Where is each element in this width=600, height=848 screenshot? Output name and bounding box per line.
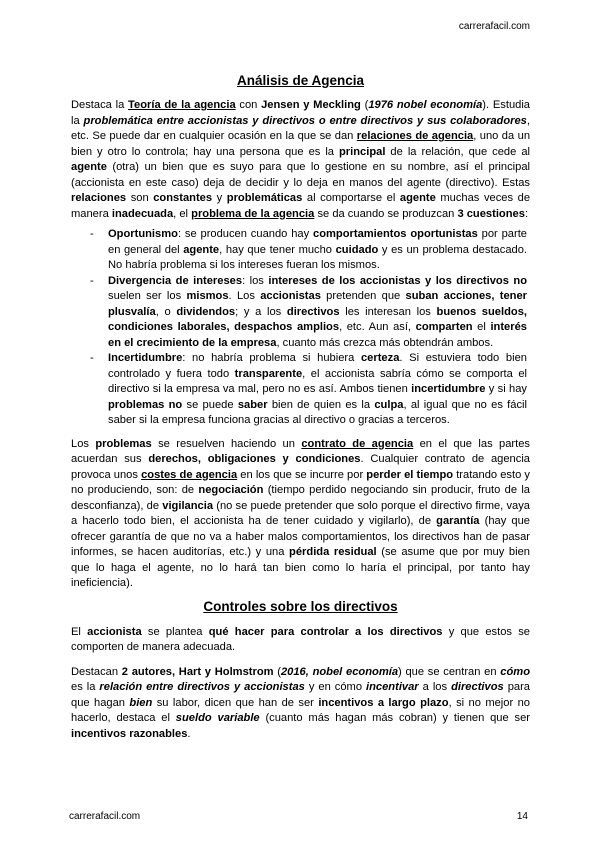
paragraph: [71, 437, 530, 592]
text-run: , o: [155, 305, 177, 318]
text-run: y que estos se comporten de manera adecuada.: [71, 625, 530, 653]
text-run: se da cuando se produzcan: [314, 207, 458, 220]
text-run: intereses de los accionistas y los directivos no: [268, 274, 527, 287]
text-run: Divergencia de intereses: [108, 274, 243, 287]
text-run: directivos: [286, 305, 340, 318]
text-run: suban acciones, tener plusvalía: [108, 290, 527, 318]
text-run: cómo: [500, 665, 530, 678]
text-run: (: [273, 665, 281, 678]
text-run: principal: [339, 145, 386, 158]
text-run: se resuelven haciendo un: [151, 437, 302, 450]
text-run: Incertidumbre: [108, 352, 183, 364]
text-run: , etc. Se puede dar en cualquier ocasión en la que se dan: [71, 114, 530, 142]
text-run: 3 cuestiones: [457, 207, 525, 220]
text-run: , el accionista sabría cómo se comporta el directivo si la empresa va mal, pero no es así. Ambos tienen: [108, 367, 527, 395]
text-run: pretenden que: [320, 290, 406, 302]
page-number: 14: [516, 811, 528, 822]
text-run: 1976 nobel economía: [368, 99, 483, 111]
text-run: Jensen y Meckling: [261, 99, 361, 111]
text-run: El: [71, 625, 88, 638]
section-title-agency: Análisis de Agencia: [236, 73, 365, 88]
text-run: agente: [183, 243, 220, 256]
text-run: (tiempo perdido negociando sin producir, fruto de la desconfianza), de: [71, 484, 530, 512]
text-run: por parte en general del: [108, 228, 528, 256]
text-run: incentivar: [366, 681, 419, 693]
text-run: problemáticas: [226, 192, 303, 204]
footer-site: carrerafacil.com: [69, 811, 141, 822]
text-run: comportamientos oportunistas: [313, 228, 478, 240]
text-run: y: [212, 192, 227, 204]
text-run: y en cómo: [304, 681, 367, 693]
text-run: (cuanto más hagan más cobran) y tienen que ser: [259, 712, 530, 724]
text-run: se plantea: [141, 625, 209, 638]
text-run: (se asume que por muy bien que lo haga el agente, no lo hará tan bien como lo haría el principal, por tanto hay ineficiencia).: [71, 546, 530, 589]
text-run: constantes: [153, 192, 213, 204]
text-run: (: [360, 99, 369, 111]
text-run: garantía: [436, 515, 480, 527]
text-run: dividendos: [176, 305, 236, 318]
text-run: mismos: [186, 290, 229, 302]
text-run: suelen ser los: [108, 290, 187, 302]
text-run: a los: [418, 681, 452, 693]
text-run: , al igual que no es fácil saber si la empresa funciona gracias al directivo o gracias a terceros.: [108, 398, 527, 426]
text-run: , el: [173, 207, 192, 220]
text-run: incentivos razonables: [71, 727, 188, 740]
text-run: de la relación, que cede al: [385, 145, 530, 158]
text-run: . Cualquier contrato de agencia provoca unos: [71, 453, 530, 481]
text-run: es la: [71, 681, 100, 693]
text-run: problemas: [95, 437, 152, 450]
paragraph: [71, 665, 530, 743]
text-run: comparten: [415, 321, 473, 333]
text-run: accionista: [87, 625, 142, 638]
text-run: , si no mejor no hacerlo, destaca el: [71, 696, 530, 724]
text-run: ; y a los: [235, 305, 287, 318]
text-run: su labor, dicen que han de ser: [152, 696, 319, 709]
text-run: problemas no: [108, 398, 183, 411]
text-run: . Si estuviera todo bien controlado y fuera todo: [108, 352, 527, 380]
text-run: accionistas: [260, 290, 321, 302]
text-run: para que hagan: [71, 681, 530, 709]
bullet-list: [71, 227, 530, 429]
text-run: costes de agencia: [141, 468, 238, 481]
text-run: relaciones: [71, 192, 127, 204]
text-run: bien de quien es la: [267, 398, 375, 411]
text-run: pérdida residual: [289, 546, 377, 558]
text-run: , etc. Aun así,: [339, 321, 416, 333]
text-run: ) que se centran en: [398, 665, 501, 678]
text-run: . Los: [228, 290, 261, 302]
text-run: (no se puede pretender que solo porque el directivo firme, vaya a hacerlo todo bien, el accionista ha de tener cuidado y vigilarlo), de: [71, 499, 530, 527]
text-run: incentivos a largo plazo: [318, 696, 449, 709]
text-run: sueldo variable: [175, 712, 260, 724]
paragraph: [71, 98, 530, 222]
text-run: cuidado: [335, 243, 379, 256]
text-run: y es un problema destacado. No habría problema si los intereses fueran los mismos.: [108, 243, 527, 271]
text-run: les interesan los: [339, 305, 437, 318]
text-run: el: [472, 321, 491, 333]
header-site: carrerafacil.com: [458, 21, 530, 32]
text-run: Los: [71, 437, 96, 450]
text-run: culpa: [374, 398, 404, 411]
page-content: [71, 72, 530, 742]
text-run: bien: [129, 696, 153, 709]
text-run: inadecuada: [111, 207, 174, 220]
text-run: : no habría problema si hubiera: [182, 352, 361, 364]
text-run: relación entre directivos y accionistas: [99, 681, 305, 693]
text-run: (otra) un bien que es suyo para que lo gestione en su nombre, así el principal (accionista en este caso) deja de decidir y lo deja en manos del agente (directivo). Estas: [71, 161, 530, 189]
text-run: interés en el crecimiento de la empresa: [108, 321, 527, 349]
text-run: agente: [71, 161, 107, 173]
text-run: , hay que tener mucho: [219, 243, 336, 256]
text-run: buenos sueldos, condiciones laborales, despachos amplios: [108, 305, 528, 333]
text-run: y si hay: [485, 383, 527, 395]
text-run: Oportunismo: [108, 228, 178, 240]
text-run: Teoría de la agencia: [128, 99, 236, 111]
text-run: muchas veces de manera: [71, 192, 531, 220]
text-run: Destaca la: [71, 99, 129, 111]
text-run: relaciones de agencia: [356, 130, 474, 142]
text-run: en los que se incurre por: [237, 468, 367, 481]
text-run: directivos: [451, 681, 504, 693]
text-run: negociación: [198, 484, 264, 496]
text-run: : los: [242, 274, 269, 287]
text-run: ). Estudia la: [71, 99, 531, 127]
text-run: , uno da un bien y otro lo controla; hay una persona que es la: [71, 130, 531, 158]
section-title-controls: Controles sobre los directivos: [203, 598, 398, 614]
paragraph: [71, 625, 530, 656]
text-run: saber: [237, 398, 268, 411]
text-run: vigilancia: [162, 499, 214, 512]
bullet-item-incertidumbre: - Incertidumbre: no habría problema si hubiera certeza. Si estuviera todo bien controlado y fuera todo transparente, el accionista sabría cómo se comporta el directivo si la empresa va mal, pero no es así. Ambos tienen incertidumbre y si hay problemas no se puede saber bien de quien es la culpa, al igual que no es fácil saber si la empresa funciona gracias al directivo o gracias a terceros.: [90, 352, 527, 426]
text-run: .: [187, 727, 191, 740]
text-run: perder el tiempo: [366, 468, 454, 481]
text-run: 2016, nobel economía: [280, 665, 399, 678]
text-run: se puede: [182, 398, 238, 411]
text-run: agente: [399, 192, 436, 204]
text-run: problema de la agencia: [191, 207, 315, 220]
text-run: al comportarse el: [302, 192, 400, 204]
text-run: son: [126, 192, 154, 204]
text-run: con: [235, 99, 262, 111]
text-run: tratando esto y no produciendo, son: de: [71, 468, 530, 496]
text-run: contrato de agencia: [301, 437, 414, 450]
text-run: en el que las partes acuerdan sus: [71, 437, 530, 465]
bullet-item-oportunismo: - Oportunismo: se producen cuando hay comportamientos oportunistas por parte en general del agente, hay que tener mucho cuidado y es un problema destacado. No habría problema si los intereses fueran los mismos.: [90, 228, 528, 271]
text-run: certeza: [360, 352, 400, 364]
text-run: transparente: [234, 367, 303, 380]
text-run: qué hacer para controlar a los directivos: [208, 625, 443, 638]
text-run: :: [524, 207, 529, 220]
text-run: 2 autores, Hart y Holmstrom: [121, 665, 274, 678]
text-run: , cuanto más crezca más obtendrán ambos.: [276, 336, 494, 349]
text-run: derechos, obligaciones y condiciones: [148, 453, 361, 465]
text-run: (hay que ofrecer garantía de que no va a haber malos comportamientos, los directivos han de pasar informes, se hacen auditorías, etc.) y una: [71, 515, 530, 558]
bullet-item-divergencia: - Divergencia de intereses: los intereses de los accionistas y los directivos no suelen ser los mismos. Los accionistas pretenden que suban acciones, tener plusvalía, o dividendos; y a los directivos les interesan los buenos sueldos, condiciones laborales, despachos amplios, etc. Aun así, comparten el interés en el crecimiento de la empresa, cuanto más crezca más obtendrán ambos.: [90, 274, 528, 349]
text-run: incertidumbre: [411, 383, 486, 395]
text-run: problemática entre accionistas y directivos o entre directivos y sus colaboradores: [83, 114, 527, 127]
text-run: Destacan: [71, 665, 122, 678]
text-run: : se producen cuando hay: [177, 228, 314, 240]
